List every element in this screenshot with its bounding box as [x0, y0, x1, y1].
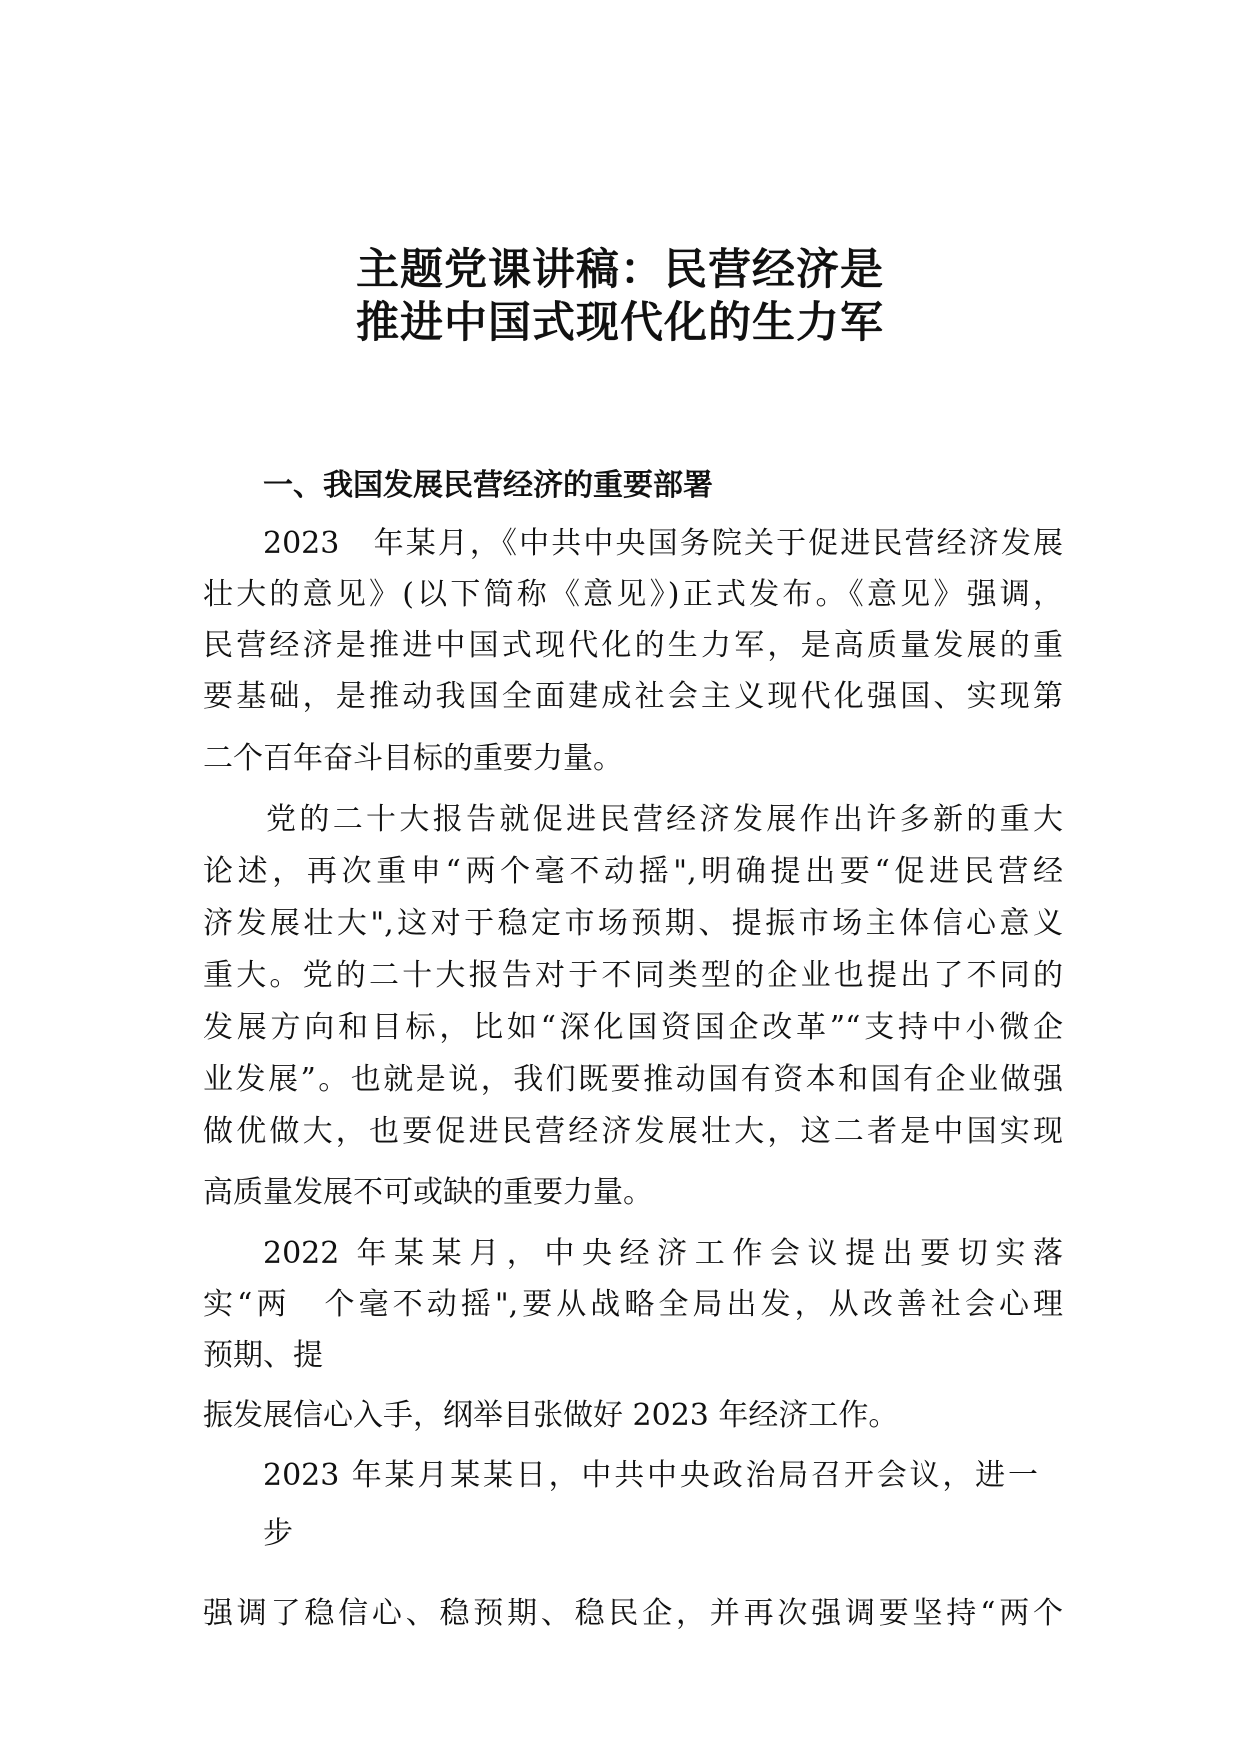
- body-line: 壮大的意见》(以下简称《意见》)正式发布。《意见》强调，: [203, 577, 1063, 612]
- body-line: 步: [263, 1516, 293, 1551]
- body-line: 做优做大，也要促进民营经济发展壮大，这二者是中国实现: [203, 1114, 1063, 1149]
- body-line: 要基础，是推动我国全面建成社会主义现代化强国、实现第: [203, 679, 1063, 714]
- body-line: 发展方向和目标，比如“深化国资国企改革”“支持中小微企: [203, 1010, 1063, 1045]
- body-line: 2023 年某月某某日，中共中央政治局召开会议，进一: [263, 1458, 1038, 1493]
- body-line: 强调了稳信心、稳预期、稳民企，并再次强调要坚持“两个: [203, 1596, 1063, 1631]
- body-line: 高质量发展不可或缺的重要力量。: [203, 1175, 653, 1210]
- body-line: 业发展”。也就是说，我们既要推动国有资本和国有企业做强: [203, 1062, 1063, 1097]
- document-title-line-1: 主题党课讲稿：民营经济是: [356, 245, 884, 295]
- body-line: 济发展壮大",这对于稳定市场预期、提振市场主体信心意义: [203, 906, 1063, 941]
- body-line: 论述，再次重申“两个毫不动摇",明确提出要“促进民营经: [203, 854, 1063, 889]
- body-line: 2022 年某某月，中央经济工作会议提出要切实落: [263, 1236, 1063, 1271]
- section-heading: 一、我国发展民营经济的重要部署: [263, 468, 713, 503]
- body-line: 2023 年某月，《中共中央国务院关于促进民营经济发展: [263, 526, 1063, 561]
- body-line: 预期、提: [203, 1338, 323, 1373]
- body-line: 重大。党的二十大报告对于不同类型的企业也提出了不同的: [203, 958, 1063, 993]
- body-line: 振发展信心入手，纲举目张做好 2023 年经济工作。: [203, 1398, 899, 1433]
- body-line: 实“两 个毫不动摇",要从战略全局出发，从改善社会心理: [203, 1287, 1063, 1322]
- body-line: 民营经济是推进中国式现代化的生力军，是高质量发展的重: [203, 628, 1063, 663]
- body-line: 二个百年奋斗目标的重要力量。: [203, 741, 623, 776]
- body-line: 党的二十大报告就促进民营经济发展作出许多新的重大: [266, 802, 1063, 837]
- document-title-line-2: 推进中国式现代化的生力军: [356, 298, 884, 348]
